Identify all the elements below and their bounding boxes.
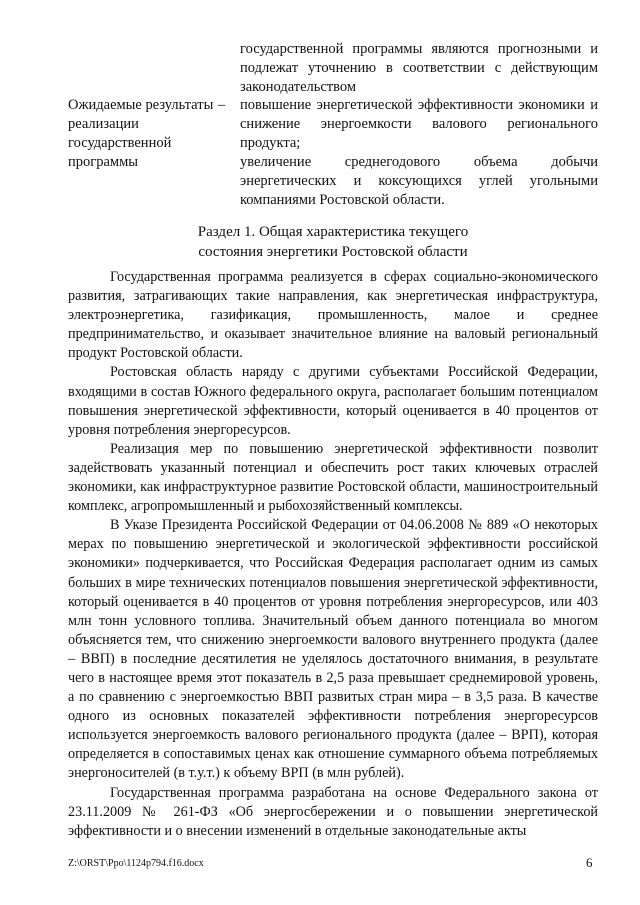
body-paragraph: Государственная программа разработана на основе Федерального закона от 23.11.2009 № 261-ФЗ «Об энергосбережении и о повышении энергетической эффективности и о внесении изменений в отдельные законодательные акты — [68, 784, 598, 839]
footer-file-path: Z:\ORST\Ppo\1124p794.f16.docx — [68, 858, 204, 869]
body-paragraph: Реализация мер по повышению энергетической эффективности позволит задействовать указанный потенциал и обеспечить рост таких ключевых отраслей экономики, как инфраструктурное развитие Ростовской области, машиностроительный комплекс, агропромышленный и рыбохозяйственный комплексы. — [68, 440, 598, 515]
passport-continuation: государственной программы являются прогнозными и подлежат уточнению в соответствии с действующим законодательством — [240, 41, 598, 95]
expected-results-label: Ожидаемые результаты реализации государственной программы — [68, 97, 214, 170]
page-number: 6 — [586, 855, 593, 870]
section-title-line: Раздел 1. Общая характеристика текущего — [197, 224, 469, 240]
body-paragraph: Государственная программа реализуется в сферах социально-экономического развития, затрагивающих такие направления, как энергетическая инфраструктура, электроэнергетика, газификация, промышленность, малое и среднее предпринимательство, и оказывает значительное влияние на валовый региональный продукт Ростовской области. — [68, 269, 598, 362]
section-body — [68, 268, 598, 841]
expected-result-item: повышение энергетической эффективности экономики и снижение энергоемкости валового регионального продукта; — [240, 97, 598, 151]
section-title-line: состояния энергетики Ростовской области — [198, 244, 468, 260]
section-title — [68, 222, 598, 262]
label-dash: – — [218, 97, 226, 113]
expected-results-values — [240, 96, 598, 210]
expected-result-item: увеличение среднегодового объема добычи энергетических и коксующихся углей угольными компаниями Ростовской области. — [240, 154, 598, 208]
body-paragraph: Ростовская область наряду с другими субъектами Российской Федерации, входящими в состав Южного федерального округа, располагает большим потенциалом повышения энергетической эффективности, который оценивается в 40 процентов от уровня потребления энергоресурсов. — [68, 364, 598, 438]
body-paragraph: В Указе Президента Российской Федерации от 04.06.2008 № 889 «О некоторых мерах по повышению энергетической и экологической эффективности российской экономики» подчеркивается, что Российская Федерация располагает одним из самых больших в мире технических потенциалов повышения энергетической эффективности, который оценивается в 40 процентов от уровня потребления энергоресурсов, или 403 млн тонн условного топлива. Значительный объем данного потенциала во многом объясняется тем, что снижению энергоемкости валового внутреннего продукта (далее – ВВП) в последние десятилетия не уделялось достаточного внимания, в результате чего в настоящее время этот показатель в 2,5 раза превышает среднемировой уровень, а по сравнению с энергоемкостью ВВП развитых стран мира – в 3,5 раза. В качестве одного из основных показателей эффективности потребления энергоресурсов используется энергоемкость валового регионального продукта (далее – ВРП), которая определяется в сопоставимых ценах как отношение суммарного объема потребляемых энергоносителей (в т.у.т.) к объему ВРП (в млн рублей). — [68, 517, 598, 782]
